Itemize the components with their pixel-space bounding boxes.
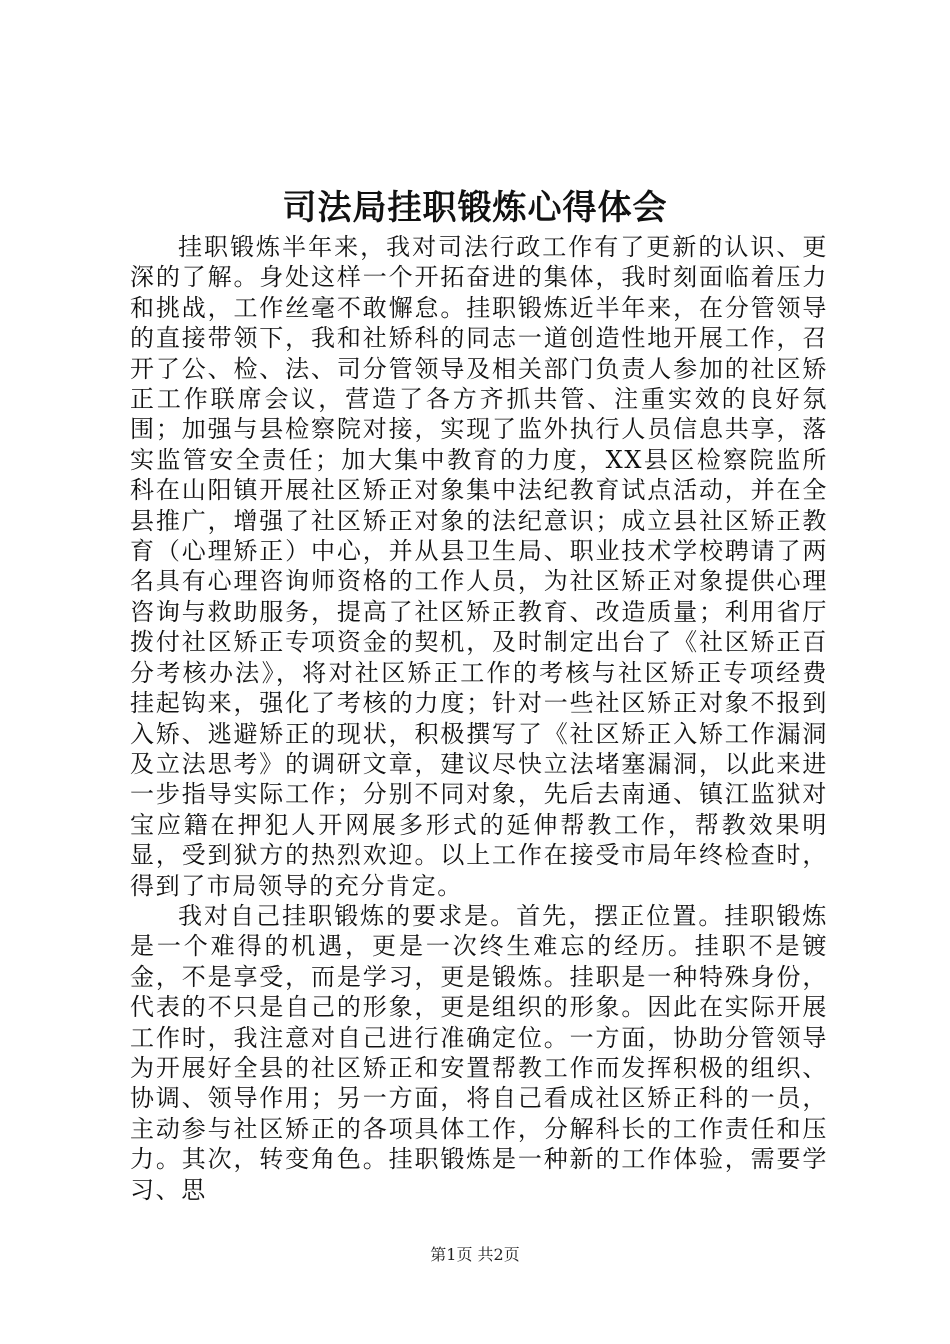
paragraph: 我对自己挂职锻炼的要求是。首先，摆正位置。挂职锻炼是一个难得的机遇，更是一次终生难忘的经历。挂职不是镀金，不是享受，而是学习，更是锻炼。挂职是一种特殊身份，代表的不只是自己的形象，更是组织的形象。因此在实际开展工作时，我注意对自己进行准确定位。一方面，协助分管领导为开展好全县的社区矫正和安置帮教工作而发挥积极的组织、协调、领导作用；另一方面，将自己看成社区矫正科的一员，主动参与社区矫正的各项具体工作，分解科长的工作责任和压力。其次，转变角色。挂职锻炼是一种新的工作体验，需要学习、思 xyxy=(130,901,828,1204)
document-body xyxy=(130,232,828,1205)
document-title: 司法局挂职锻炼心得体会 xyxy=(282,188,668,228)
page-number-footer: 第1页 共2页 xyxy=(430,1245,520,1264)
paragraph: 挂职锻炼半年来，我对司法行政工作有了更新的认识、更深的了解。身处这样一个开拓奋进的集体，我时刻面临着压力和挑战，工作丝毫不敢懈怠。挂职锻炼近半年来，在分管领导的直接带领下，我和社矫科的同志一道创造性地开展工作，召开了公、检、法、司分管领导及相关部门负责人参加的社区矫正工作联席会议，营造了各方齐抓共管、注重实效的良好氛围；加强与县检察院对接，实现了监外执行人员信息共享，落实监管安全责任；加大集中教育的力度，XX县区检察院监所科在山阳镇开展社区矫正对象集中法纪教育试点活动，并在全县推广，增强了社区矫正对象的法纪意识；成立县社区矫正教育（心理矫正）中心，并从县卫生局、职业技术学校聘请了两名具有心理咨询师资格的工作人员，为社区矫正对象提供心理咨询与救助服务，提高了社区矫正教育、改造质量；利用省厅拨付社区矫正专项资金的契机，及时制定出台了《社区矫正百分考核办法》，将对社区矫正工作的考核与社区矫正专项经费挂起钩来，强化了考核的力度；针对一些社区矫正对象不报到入矫、逃避矫正的现状，积极撰写了《社区矫正入矫工作漏洞及立法思考》的调研文章，建议尽快立法堵塞漏洞，以此来进一步指导实际工作；分别不同对象，先后去南通、镇江监狱对宝应籍在押犯人开网展多形式的延伸帮教工作，帮教效果明显，受到狱方的热烈欢迎。以上工作在接受市局年终检查时，得到了市局领导的充分肯定。 xyxy=(130,233,828,900)
